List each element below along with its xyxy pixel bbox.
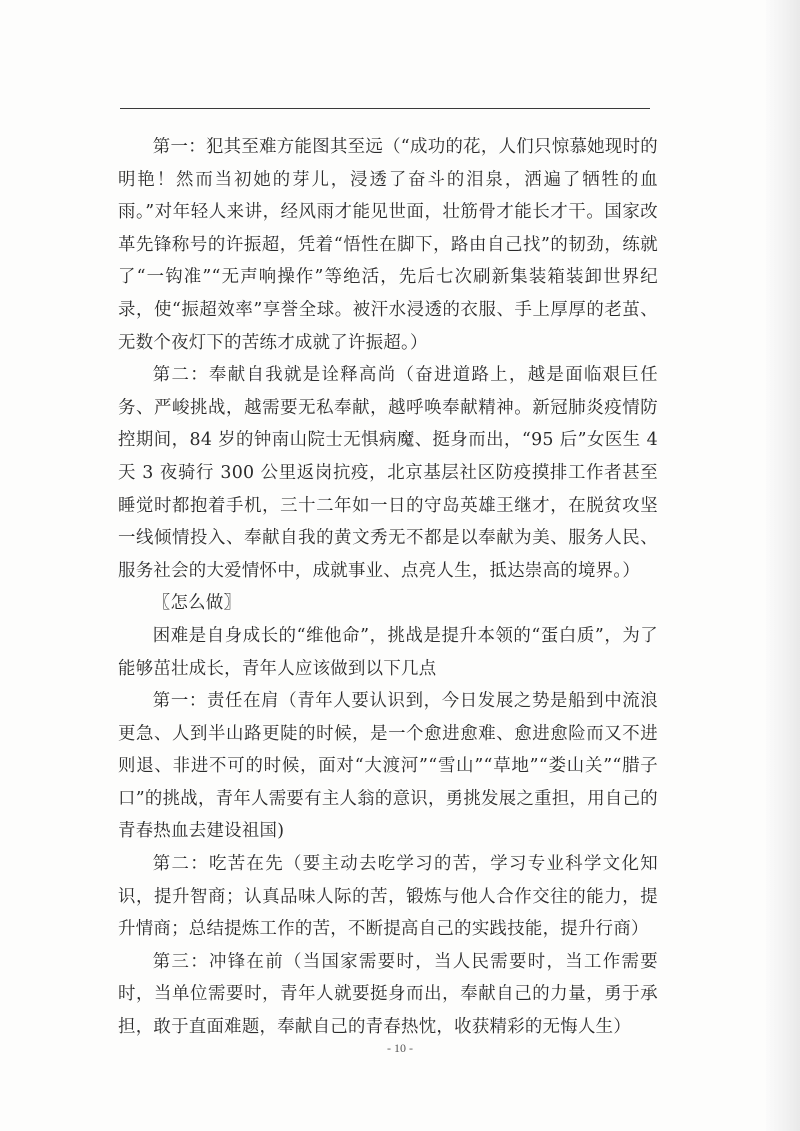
paragraph-responsibility: 第一：责任在肩（青年人要认识到，今日发展之势是船到中流浪更急、人到半山路更陡的时候，是一个愈进愈难、愈进愈险而又不进则退、非进不可的时候，面对“大渡河”“雪山”“草地”“娄山关”“腊子口”的挑战，青年人需要有主人翁的意识，勇挑发展之重担，用自己的青春热血去建设祖国) <box>118 691 658 842</box>
section-heading-how-to-do: 〖怎么做〗 <box>152 593 242 614</box>
scan-page-edge <box>766 0 800 1131</box>
paragraph-hardship: 第二：吃苦在先（要主动去吃学习的苦，学习专业科学文化知识，提升智商；认真品味人际的苦，锻炼与他人合作交往的能力，提升情商；总结提炼工作的苦，不断提高自己的实践技能，提升行商） <box>118 854 658 940</box>
paragraph-first-point: 第一：犯其至难方能图其至远（“成功的花，人们只惊慕她现时的明艳！然而当初她的芽儿，浸透了奋斗的泪泉，洒遍了牺牲的血雨。”对年轻人来讲，经风雨才能见世面，壮筋骨才能长才干。国家改革先锋称号的许振超，凭着“悟性在脚下，路由自己找”的韧劲，练就了“一钩准”“无声响操作”等绝活，先后七次刷新集装箱装卸世界纪录，使“振超效率”享誉全球。被汗水浸透的衣服、手上厚厚的老茧、无数个夜灯下的苦练才成就了许振超。） <box>118 137 658 353</box>
document-body <box>118 131 658 1044</box>
paragraph-intro: 困难是自身成长的“维他命”，挑战是提升本领的“蛋白质”，为了能够茁壮成长，青年人应该做到以下几点 <box>118 625 658 679</box>
paragraph-second-point: 第二：奉献自我就是诠释高尚（奋进道路上，越是面临艰巨任务、严峻挑战，越需要无私奉献，越呼唤奉献精神。新冠肺炎疫情防控期间，84 岁的钟南山院士无惧病魔、挺身而出，“95 后”女医生 4 天 3 夜骑行 300 公里返岗抗疫，北京基层社区防疫摸排工作者甚至睡觉时都抱着手机，三十二年如一日的守岛英雄王继才，在脱贫攻坚一线倾情投入、奉献自我的黄文秀无不都是以奉献为美、服务人民、服务社会的大爱情怀中，成就事业、点亮人生，抵达崇高的境界。） <box>118 365 658 581</box>
page-number: - 10 - <box>387 1041 413 1055</box>
header-rule <box>120 108 650 109</box>
paragraph-charge-forward: 第三：冲锋在前（当国家需要时，当人民需要时，当工作需要时，当单位需要时，青年人就要挺身而出，奉献自己的力量，勇于承担，敢于直面难题，奉献自己的青春热忱，收获精彩的无悔人生） <box>118 951 658 1038</box>
